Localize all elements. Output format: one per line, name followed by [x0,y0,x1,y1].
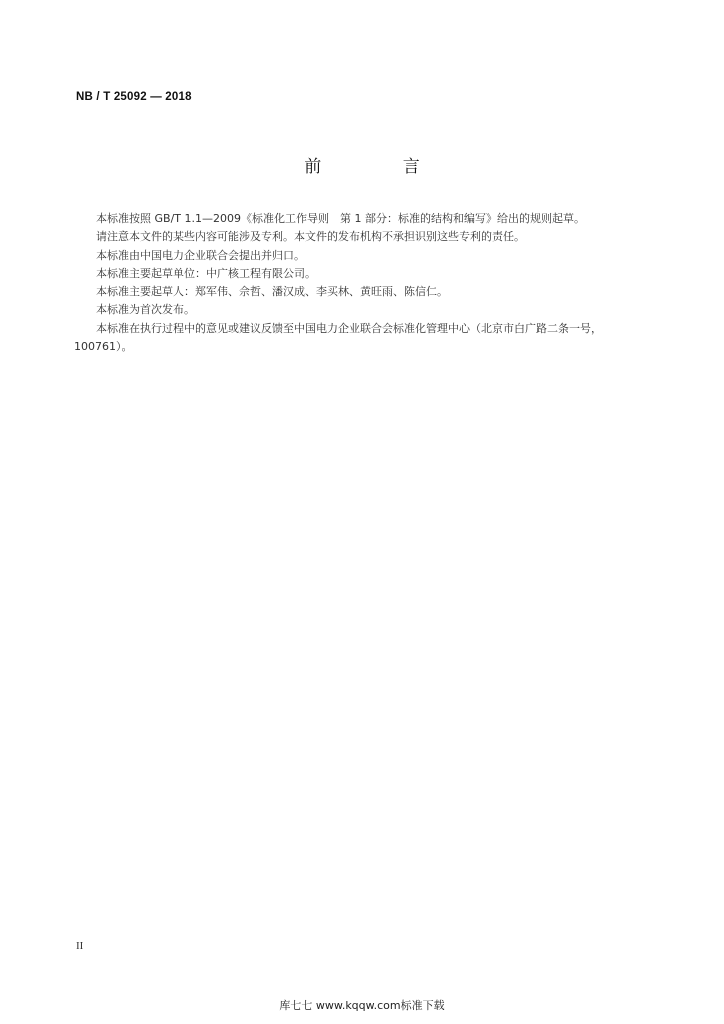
paragraph-drafters: 本标准主要起草人：郑军伟、佘哲、潘汉成、李买林、黄旺雨、陈信仁。 [96,285,448,299]
standard-code: NB / T 25092 — 2018 [76,91,192,103]
footer-watermark: 库七七 www.kqqw.com标准下载 [279,999,445,1012]
paragraph-feedback: 本标准在执行过程中的意见或建议反馈至中国电力企业联合会标准化管理中心（北京市白广路二条一号，100761）。 [74,321,602,354]
paragraph-patent-notice: 请注意本文件的某些内容可能涉及专利。本文件的发布机构不承担识别这些专利的责任。 [96,230,525,244]
paragraph-proposer: 本标准由中国电力企业联合会提出并归口。 [96,248,305,262]
paragraph-drafting-rules: 本标准按照 GB/T 1.1—2009《标准化工作导则 第 1 部分：标准的结构和编写》给出的规则起草。 [96,212,585,225]
paragraph-drafting-unit: 本标准主要起草单位：中广核工程有限公司。 [96,266,316,280]
foreword-body [74,210,654,356]
paragraph-first-release: 本标准为首次发布。 [96,303,195,317]
page-number: II [76,940,84,952]
page-title: 前 言 [304,157,458,177]
